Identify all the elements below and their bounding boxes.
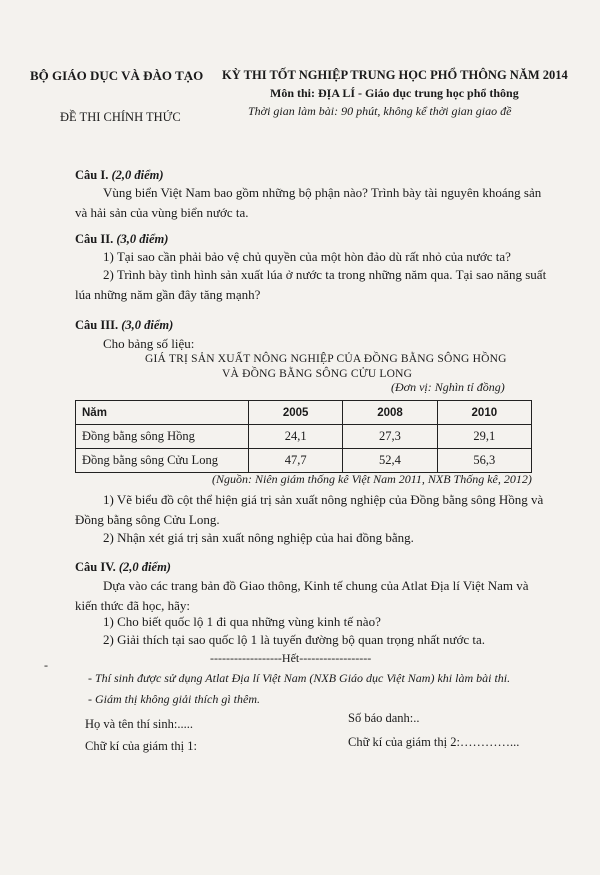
margin-mark: - [44,658,48,672]
proctor1-signature: Chữ kí của giám thị 1: [85,739,197,753]
q3-part1: 1) Vẽ biểu đồ cột thể hiện giá trị sản xuất nông nghiệp của Đồng bằng sông Hồng và Đồng bằng sông Cửu Long. [75,492,544,527]
official-label: ĐỀ THI CHÍNH THỨC [60,110,181,124]
q2-points: (3,0 điểm) [116,232,169,246]
table-cell-region: Đồng bằng sông Cửu Long [76,449,249,473]
q2-part2: 2) Trình bày tình hình sản xuất lúa ở nước ta trong những năm qua. Tại sao năng suất lúa những năm gần đây tăng mạnh? [75,267,547,302]
proctor2-signature: Chữ kí của giám thị 2:…………... [348,735,520,749]
q4-heading [75,560,171,575]
table-cell: 47,7 [249,449,343,473]
table-cell-region: Đồng bằng sông Hồng [76,425,249,449]
table-title-line2: VÀ ĐỒNG BẰNG SÔNG CỬU LONG [222,368,413,380]
q1-text: Vùng biển Việt Nam bao gồm những bộ phận nào? Trình bày tài nguyên khoáng sản và hải sản của vùng biển nước ta. [75,185,542,220]
table-header-cell: Năm [76,401,249,425]
data-table [75,400,532,473]
table-cell: 52,4 [343,449,437,473]
table-cell: 24,1 [249,425,343,449]
table-header-cell: 2010 [437,401,531,425]
q1-points: (2,0 điểm) [111,168,164,182]
table-source: (Nguồn: Niên giám thống kê Việt Nam 2011, NXB Thống kê, 2012) [212,472,532,486]
table-unit: (Đơn vị: Nghìn tỉ đồng) [391,380,505,394]
q1-title: Câu I. [75,168,109,182]
q4-intro: Dựa vào các trang bản đồ Giao thông, Kinh tế chung của Atlat Địa lí Việt Nam và kiến thức đã học, hãy: [75,578,529,613]
q2-title: Câu II. [75,232,114,246]
table-cell: 56,3 [437,449,531,473]
note-atlat: - Thí sinh được sử dụng Atlat Địa lí Việt Nam (NXB Giáo dục Việt Nam) khi làm bài thi. [88,671,511,685]
exam-time: Thời gian làm bài: 90 phút, không kể thời gian giao đề [248,104,512,118]
q3-intro: Cho bảng số liệu: [103,336,195,351]
q4-points: (2,0 điểm) [118,560,171,574]
candidate-name-field: Họ và tên thí sinh:..... [85,717,193,731]
table-cell: 27,3 [343,425,437,449]
candidate-number-field: Số báo danh:.. [348,711,420,725]
q4-part1: 1) Cho biết quốc lộ 1 đi qua những vùng kinh tế nào? [103,614,381,629]
q3-heading [75,318,173,333]
table-header-cell: 2008 [343,401,437,425]
table-header-cell: 2005 [249,401,343,425]
q4-part2: 2) Giải thích tại sao quốc lộ 1 là tuyến đường bộ quan trọng nhất nước ta. [103,632,486,647]
end-mark: ------------------Hết------------------ [210,651,372,665]
q3-part2: 2) Nhận xét giá trị sản xuất nông nghiệp của hai đồng bằng. [103,530,414,545]
note-proctor: - Giám thị không giải thích gì thêm. [88,692,260,706]
q3-points: (3,0 điểm) [121,318,174,332]
q1-heading [75,168,164,183]
table-cell: 29,1 [437,425,531,449]
table-header-row [76,401,532,425]
q2-part1: 1) Tại sao cần phải bảo vệ chủ quyền của một hòn đảo dù rất nhỏ của nước ta? [103,249,511,264]
q2-heading [75,232,168,247]
table-row [76,425,532,449]
q4-title: Câu IV. [75,560,116,574]
exam-title: KỲ THI TỐT NGHIỆP TRUNG HỌC PHỔ THÔNG NĂM 2014 [222,68,568,82]
exam-subject: Môn thi: ĐỊA LÍ - Giáo dục trung học phổ thông [270,86,519,100]
table-title-line1: GIÁ TRỊ SẢN XUẤT NÔNG NGHIỆP CỦA ĐỒNG BẰNG SÔNG HỒNG [145,353,507,365]
table-row [76,449,532,473]
ministry-name: BỘ GIÁO DỤC VÀ ĐÀO TẠO [30,68,204,83]
q3-title: Câu III. [75,318,119,332]
